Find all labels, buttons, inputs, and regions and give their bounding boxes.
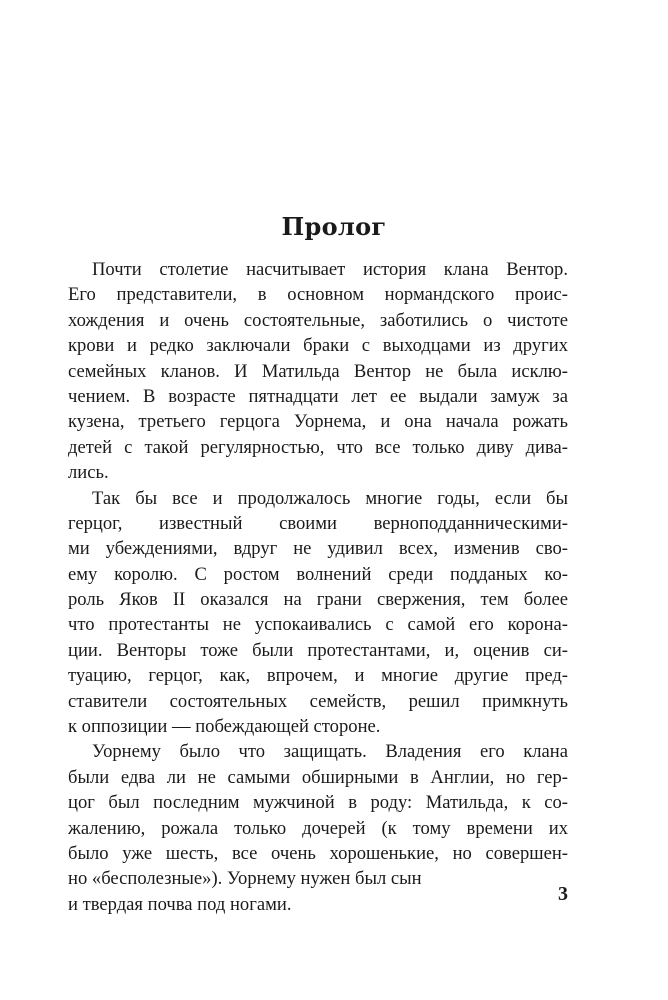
text-line: ему королю. С ростом волнений среди подданых ко- [68, 563, 568, 585]
text-line: Так бы все и продолжалось многие годы, если бы [92, 487, 568, 509]
text-line: были едва ли не самыми обширными в Англии, но гер- [68, 766, 568, 788]
text-line: жалению, рожала только дочерей (к тому времени их [68, 817, 568, 839]
text-line: Почти столетие насчитывает история клана Вентор. [92, 259, 568, 280]
text-line: детей с такой регулярностью, что все только диву дива- [68, 436, 568, 458]
text-line: Уорнему было что защищать. Владения его клана [92, 741, 568, 763]
text-line: роль Яков II оказался на грани свержения, тем более [68, 589, 568, 611]
text-line: чением. В возрасте пятнадцати лет ее выдали замуж за [68, 385, 568, 407]
text-line: ции. Венторы тоже были протестантами, и, оценив си- [68, 639, 568, 661]
text-line: ставители состоятельных семейств, решил примкнуть [68, 690, 568, 712]
text-line: хождения и очень состоятельные, заботились о чистоте [68, 309, 568, 331]
text-line: было уже шесть, все очень хорошенькие, но совершен- [68, 842, 568, 864]
text-line: Его представители, в основном нормандского проис- [68, 284, 568, 306]
text-line: к оппозиции — побеждающей стороне. [68, 716, 381, 738]
text-line: кузена, третьего герцога Уорнема, и она начала рожать [68, 411, 568, 433]
text-line: что протестанты не успокаивались с самой его корона- [68, 614, 568, 636]
text-line: но «бесполезные»). Уорнему нужен был сын [68, 868, 422, 890]
text-line: ми убеждениями, вдруг не удивил всех, изменив сво- [68, 538, 568, 560]
chapter-title: Пролог [281, 212, 387, 241]
text-line: лись. [68, 462, 109, 484]
chapter-body [68, 257, 568, 917]
text-line: цог был последним мужчиной в роду: Матильда, к со- [68, 792, 568, 814]
text-line: туацию, герцог, как, впрочем, и многие другие пред- [68, 665, 568, 687]
text-line: семейных кланов. И Матильда Вентор не была исклю- [68, 360, 568, 382]
text-line: герцог, известный своими верноподданническими- [68, 512, 568, 534]
page-number: 3 [558, 883, 568, 905]
text-line: крови и редко заключали браки с выходцами из других [68, 335, 568, 357]
text-line: и твердая почва под ногами. [68, 893, 292, 915]
